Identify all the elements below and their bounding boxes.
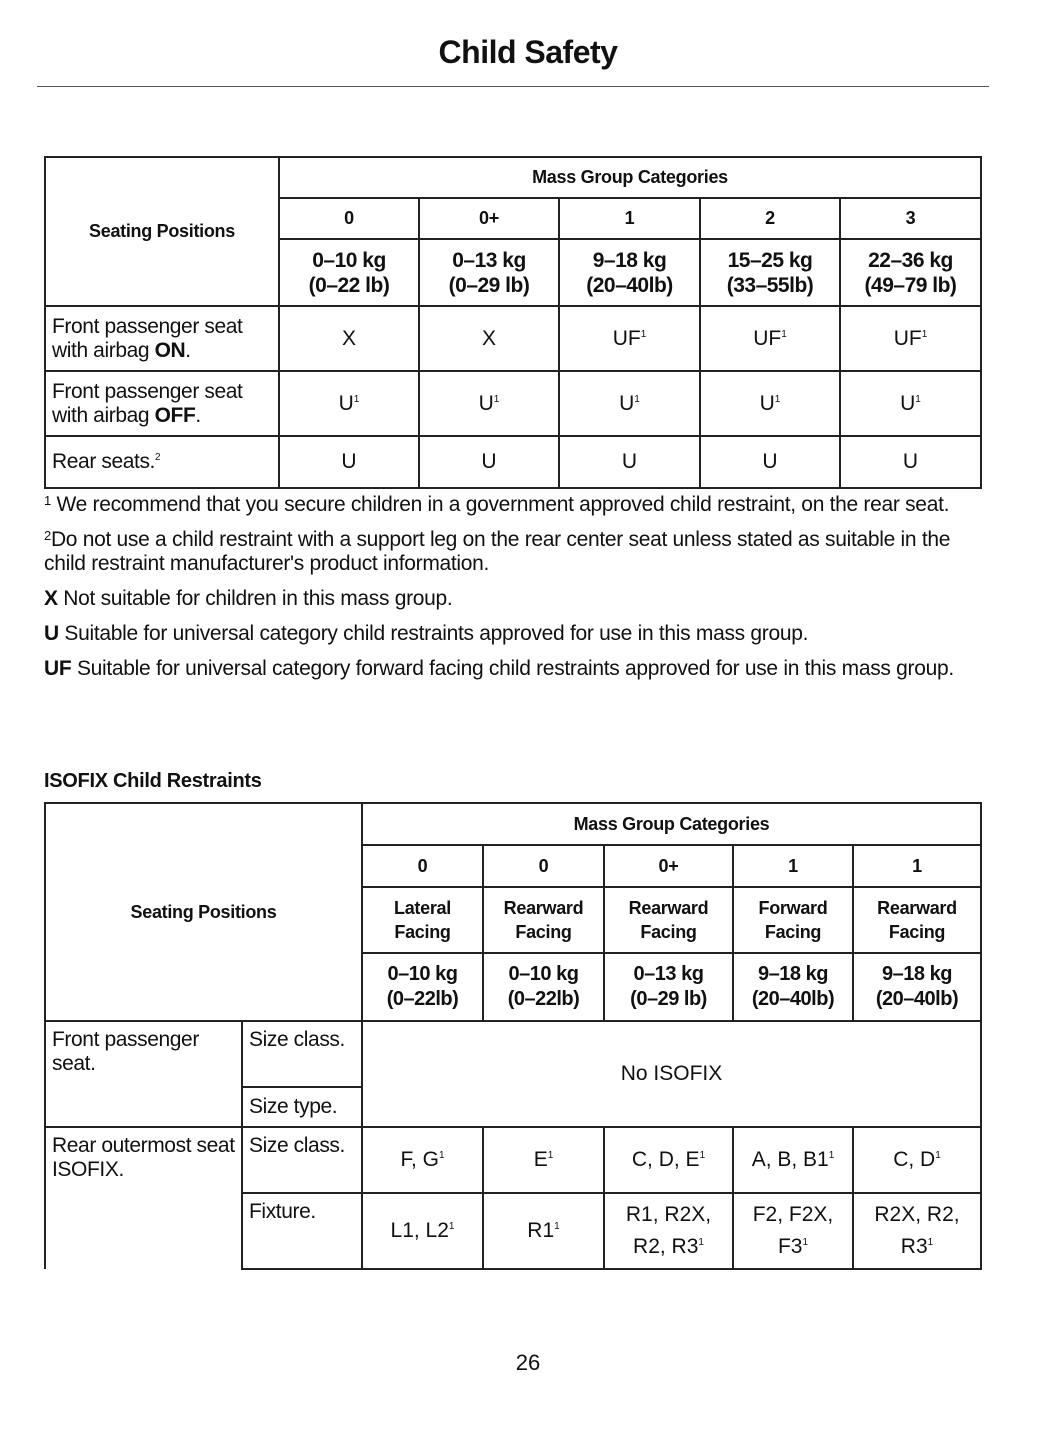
group-cell: 0+ <box>604 845 733 887</box>
table-cell: A, B, $B1^1$ <box>733 1127 853 1193</box>
row-label: Rear seats.$^2$ <box>45 436 279 488</box>
group-cell: 0+ <box>419 198 559 239</box>
group-cell: 1 <box>559 198 700 239</box>
table-notes <box>44 493 984 692</box>
page-number: 26 <box>515 1350 541 1375</box>
table-cell: $U^1$ <box>700 371 840 436</box>
table-row <box>45 1021 981 1087</box>
mass-group-table <box>44 156 982 489</box>
table-cell: R1, R2X, R2, $R3^1$ <box>604 1193 733 1269</box>
mass-range-cell: 9–18 kg (20–40lb) <box>853 953 981 1021</box>
facing-cell: Rearward Facing <box>604 887 733 953</box>
table-cell: U <box>559 436 700 488</box>
size-type-label: Size type. <box>242 1087 362 1127</box>
facing-cell: Rearward Facing <box>853 887 981 953</box>
mass-range-cell: 0–10 kg (0–22lb) <box>362 953 483 1021</box>
group-cell: 0 <box>483 845 604 887</box>
table-cell: $R1^1$ <box>483 1193 604 1269</box>
mass-range-cell: 0–13 kg (0–29 lb) <box>604 953 733 1021</box>
table-row <box>45 436 981 488</box>
mass-range-cell: 0–10 kg (0–22 lb) <box>279 239 419 306</box>
table-cell: $UF^1$ <box>559 306 700 371</box>
table-cell: R2X, R2, $R3^1$ <box>853 1193 981 1269</box>
page-title: Child Safety <box>438 34 618 70</box>
mass-range-cell: 9–18 kg (20–40lb) <box>559 239 700 306</box>
table-cell: $E^1$ <box>483 1127 604 1193</box>
size-class-label: Size class. <box>242 1127 362 1193</box>
table-cell: C, D, $E^1$ <box>604 1127 733 1193</box>
group-cell: 0 <box>362 845 483 887</box>
group-cell: 0 <box>279 198 419 239</box>
table-cell: C, $D^1$ <box>853 1127 981 1193</box>
table-cell: U <box>700 436 840 488</box>
group-cell: 1 <box>733 845 853 887</box>
group-cell: 2 <box>700 198 840 239</box>
mass-range-cell: 0–13 kg (0–29 lb) <box>419 239 559 306</box>
row-label: Front passenger seat with airbag OFF. <box>45 371 279 436</box>
mass-range-cell: 9–18 kg (20–40lb) <box>733 953 853 1021</box>
table-cell: $U^1$ <box>840 371 981 436</box>
table-cell: $U^1$ <box>419 371 559 436</box>
table-cell: X <box>419 306 559 371</box>
group-cell: 1 <box>853 845 981 887</box>
mass-range-cell: 15–25 kg (33–55lb) <box>700 239 840 306</box>
facing-cell: Lateral Facing <box>362 887 483 953</box>
no-isofix-cell: No ISOFIX <box>362 1021 981 1127</box>
table-cell: X <box>279 306 419 371</box>
table-cell: U <box>419 436 559 488</box>
table-cell: $U^1$ <box>559 371 700 436</box>
mass-range-cell: 0–10 kg (0–22lb) <box>483 953 604 1021</box>
mass-range-cell: 22–36 kg (49–79 lb) <box>840 239 981 306</box>
table-cell: U <box>279 436 419 488</box>
legend-x: X Not suitable for children in this mass group. <box>44 587 453 610</box>
table-cell: $UF^1$ <box>700 306 840 371</box>
isofix-table <box>44 802 982 1270</box>
title-divider <box>37 86 989 87</box>
table-row <box>45 1127 981 1193</box>
table-cell: F, $G^1$ <box>362 1127 483 1193</box>
fixture-label: Fixture. <box>242 1193 362 1269</box>
legend-uf: UF Suitable for universal category forward facing child restraints approved for use in this mass group. <box>44 657 954 680</box>
table-row <box>45 306 981 371</box>
row-label: Rear outermost seat ISOFIX. <box>45 1127 242 1269</box>
row-label: Front passenger seat with airbag ON. <box>45 306 279 371</box>
table-cell: L1, $L2^1$ <box>362 1193 483 1269</box>
seating-positions-header: Seating Positions <box>45 157 279 306</box>
table-cell: $U^1$ <box>279 371 419 436</box>
size-class-label: Size class. <box>242 1021 362 1087</box>
table-row <box>45 371 981 436</box>
facing-cell: Rearward Facing <box>483 887 604 953</box>
table-cell: U <box>840 436 981 488</box>
mass-group-header: Mass Group Categories <box>362 803 981 845</box>
footnote-1: $^1$ We recommend that you secure children in a government approved child restraint, on the rear seat. <box>44 493 950 516</box>
isofix-section-title: ISOFIX Child Restraints <box>44 770 262 792</box>
facing-cell: Forward Facing <box>733 887 853 953</box>
legend-u: U Suitable for universal category child restraints approved for use in this mass group. <box>44 622 809 645</box>
mass-group-header: Mass Group Categories <box>279 157 981 198</box>
footnote-2: $^2$Do not use a child restraint with a support leg on the rear center seat unless stated as suitable in the child restraint manufacturer's product information. <box>44 528 951 575</box>
seating-positions-header: Seating Positions <box>45 803 362 1021</box>
table-cell: $UF^1$ <box>840 306 981 371</box>
table-cell: F2, F2X, $F3^1$ <box>733 1193 853 1269</box>
group-cell: 3 <box>840 198 981 239</box>
row-label: Front passenger seat. <box>45 1021 242 1127</box>
